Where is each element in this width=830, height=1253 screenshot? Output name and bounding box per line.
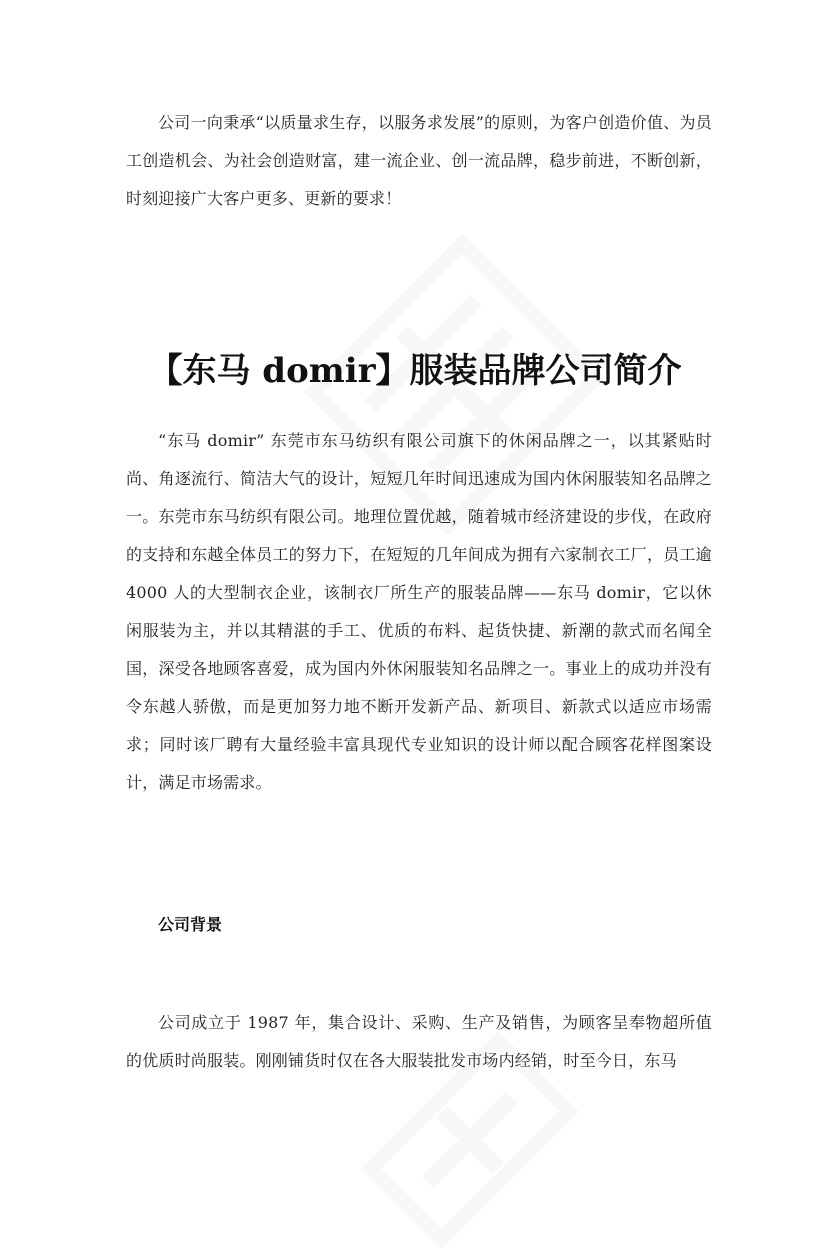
document-title: 【东马 domir】服装品牌公司简介	[148, 351, 682, 391]
company-background-paragraph: 公司成立于 1987 年，集合设计、采购、生产及销售，为顾客呈奉物超所值的优质时尚服装。刚刚铺货时仅在各大服装批发市场内经销，时至今日，东马	[126, 1013, 712, 1070]
section-heading-background: 公司背景	[158, 915, 223, 934]
intro-paragraph: 公司一向秉承“以质量求生存，以服务求发展”的原则，为客户创造价值、为员工创造机会、为社会创造财富，建一流企业、创一流品牌，稳步前进，不断创新，时刻迎接广大客户更多、更新的要求！	[126, 113, 712, 208]
company-profile-paragraph: “东马 domir” 东莞市东马纺织有限公司旗下的休闲品牌之一，以其紧贴时尚、角逐流行、简洁大气的设计，短短几年时间迅速成为国内休闲服装知名品牌之一。东莞市东马纺织有限公司。地理位置优越，随着城市经济建设的步伐，在政府的支持和东越全体员工的努力下，在短短的几年间成为拥有六家制衣工厂，员工逾 4000 人的大型制衣企业，该制衣厂所生产的服装品牌——东马 domir，它以休闲服装为主，并以其精湛的手工、优质的布料、起货快捷、新潮的款式而名闻全国，深受各地顾客喜爱，成为国内外休闲服装知名品牌之一。事业上的成功并没有令东越人骄傲，而是更加努力地不断开发新产品、新项目、新款式以适应市场需求；同时该厂聘有大量经验丰富具现代专业知识的设计师以配合顾客花样图案设计，满足市场需求。	[126, 431, 712, 792]
